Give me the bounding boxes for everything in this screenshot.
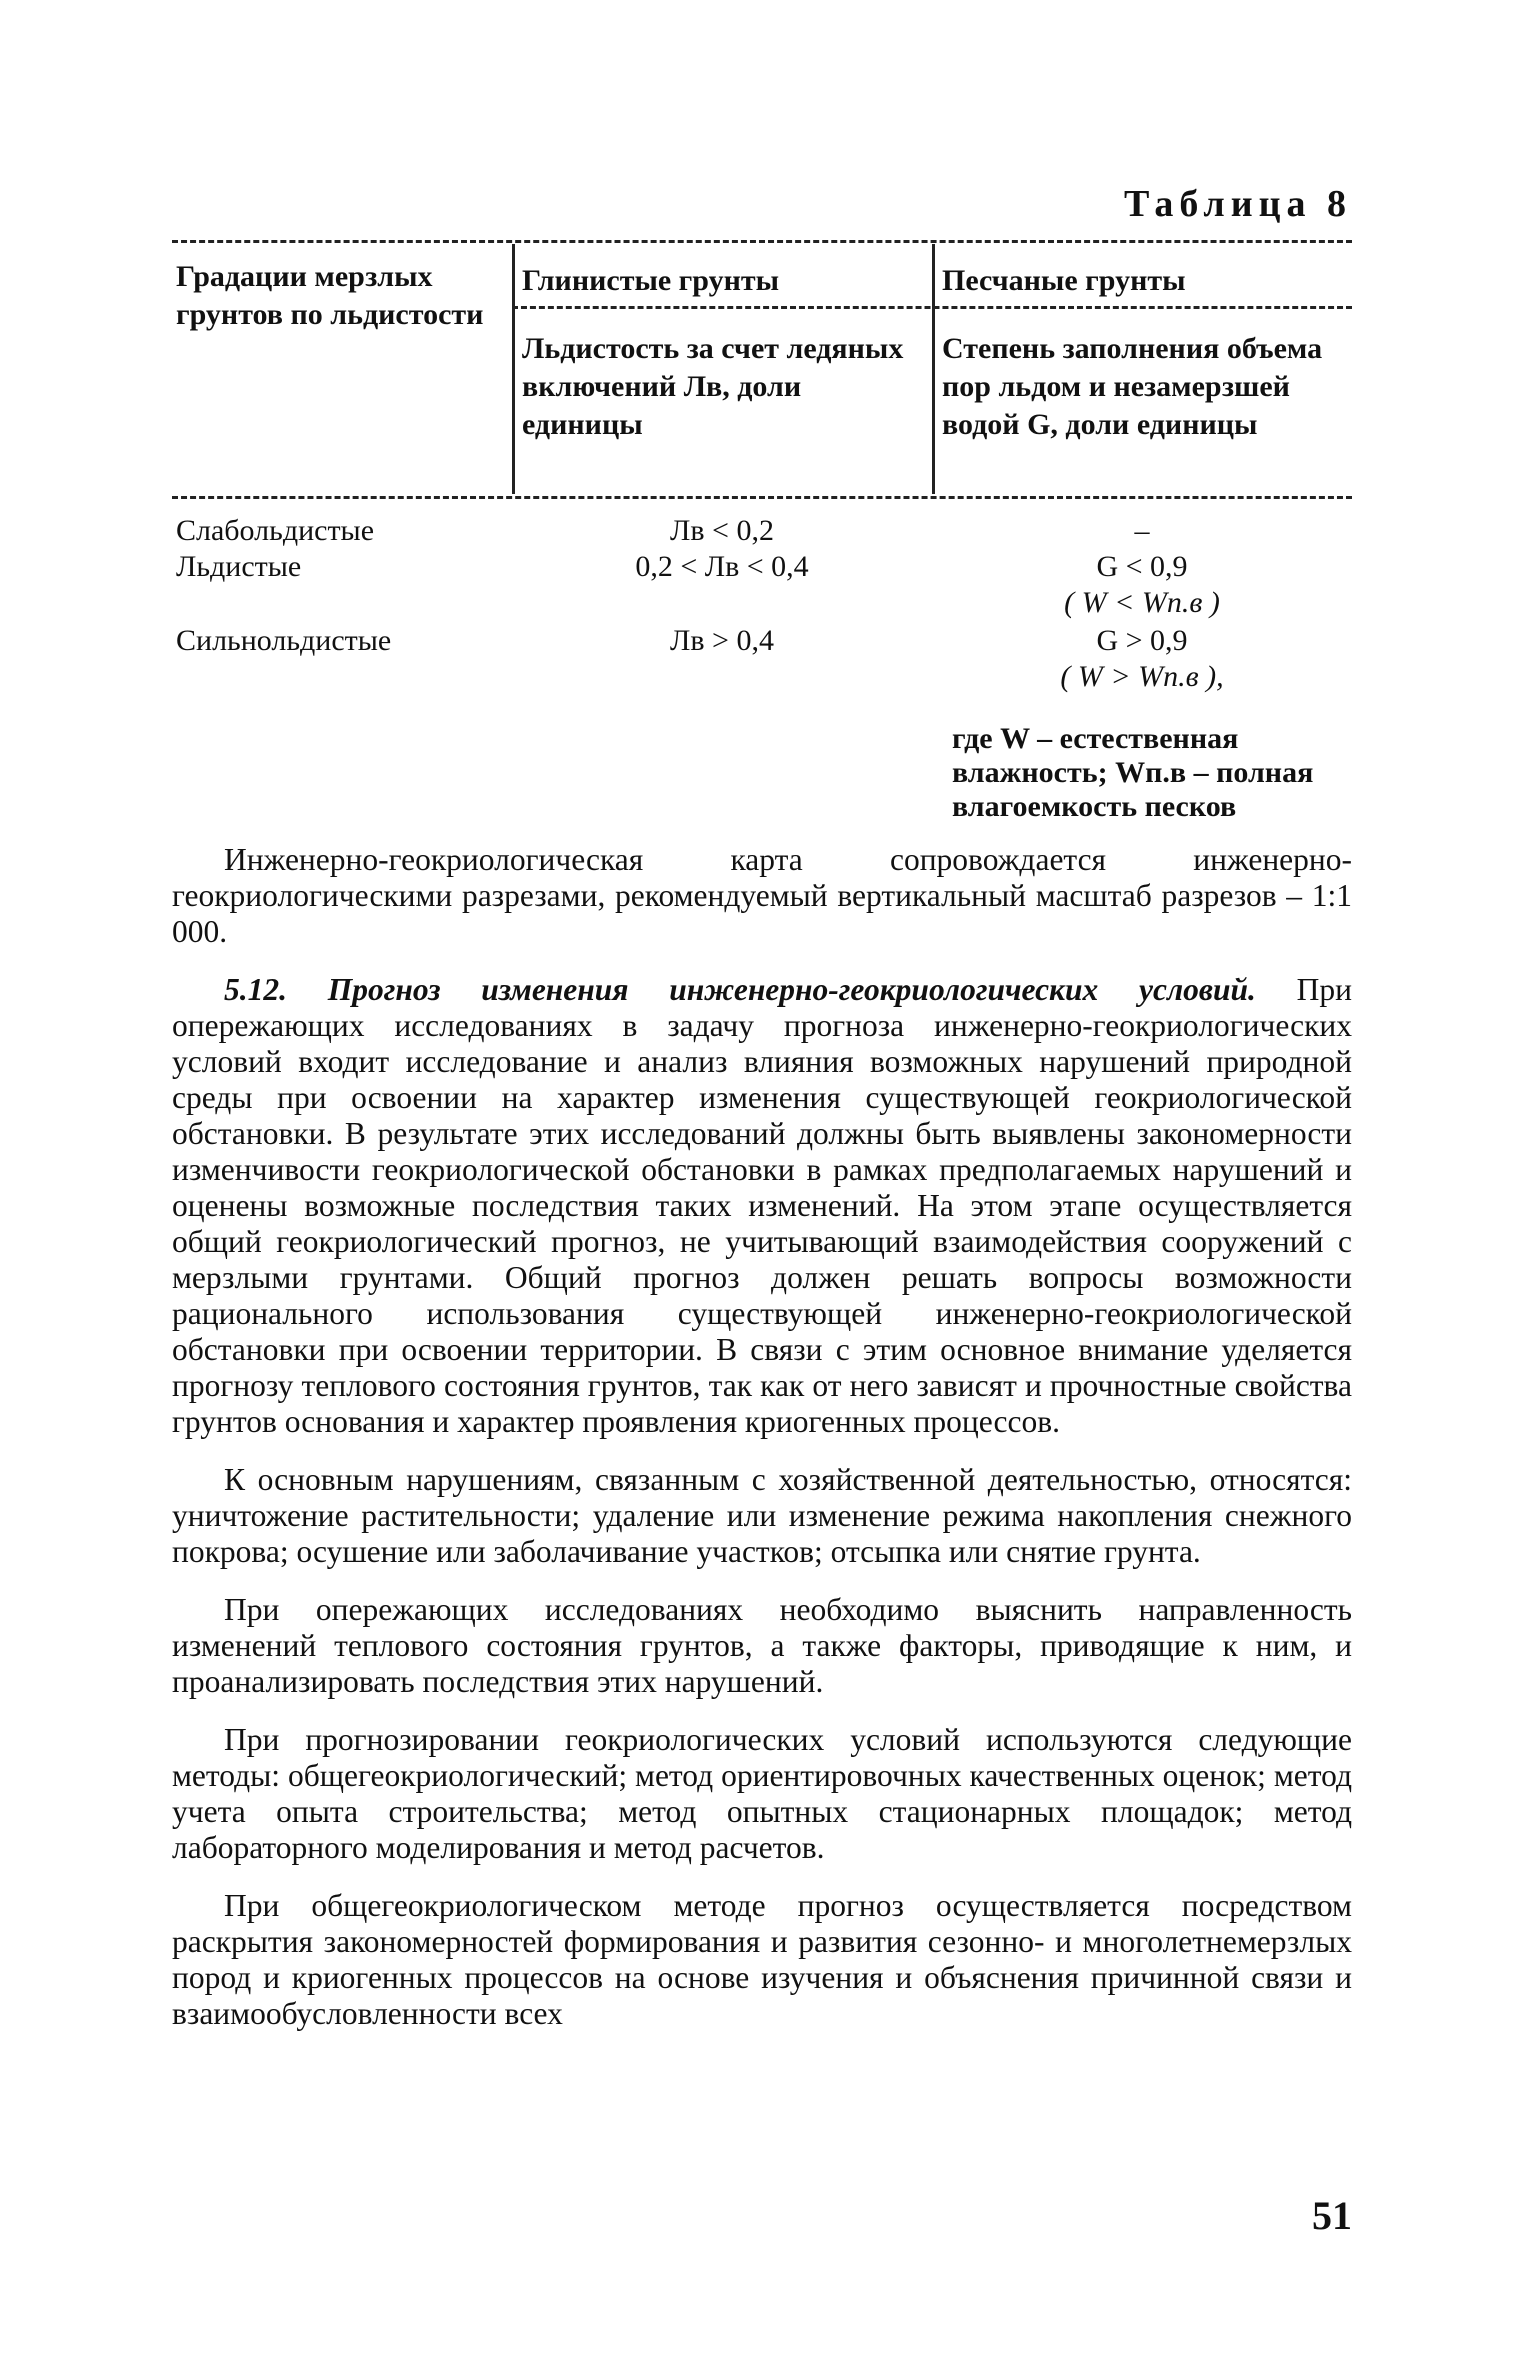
- paragraph-1: Инженерно-геокриологическая карта сопровождается инженерно-геокриологическими разрезами, рекомендуемый вертикальный масштаб разрезов – 1:1 000.: [172, 842, 1352, 949]
- table-vline-2: [932, 244, 935, 494]
- section-5-12-title: 5.12. Прогноз изменения инженерно-геокриологических условий.: [224, 972, 1256, 1007]
- header-clay-ice: Льдистость за счет ледяных включений Лв, доли единицы: [522, 332, 904, 441]
- header-sand-group: Песчаные грунты: [942, 264, 1186, 297]
- header-sand-fill: Степень заполнения объема пор льдом и незамерзшей водой G, доли единицы: [942, 332, 1323, 441]
- row-sand-2-note: ( W < Wп.в ): [1064, 586, 1220, 619]
- paragraph-2-text: При опережающих исследованиях в задачу прогноза инженерно-геокриологических условий входит исследование и анализ влияния возможных нарушений природной среды при освоении на характер изменения существующей геокриологической обстановки. В результате этих исследований должны быть выявлены закономерности изменчивости геокриологической обстановки в рамках предполагаемых нарушений и оценены возможные последствия таких изменений. На этом этапе осуществляется общий геокриологический прогноз, не учитывающий взаимодействия сооружений с мерзлыми грунтами. Общий прогноз должен решать вопросы возможности рационального использования существующей инженерно-геокриологической обстановки при освоении территории. В связи с этим основное внимание уделяется прогнозу теплового состояния грунтов, так как от него зависят и прочностные свойства грунтов основания и характер проявления криогенных процессов.: [172, 972, 1352, 1439]
- header-grades: Градации мерзлых грунтов по льдистости: [176, 260, 484, 331]
- table-header-bottom-rule: [172, 496, 1352, 499]
- page-number: 51: [1312, 2193, 1352, 2238]
- row-clay-3: Лв > 0,4: [670, 624, 774, 657]
- row-sand-3-note: ( W > Wп.в ),: [1060, 660, 1224, 693]
- paragraph-5: При прогнозировании геокриологических условий используются следующие методы: общегеокриологический; метод ориентировочных качественных оценок; метод учета опыта строительства; метод опытных стационарных площадок; метод лабораторного моделирования и метод расчетов.: [172, 1722, 1352, 1865]
- row-sand-2: G < 0,9: [1096, 550, 1188, 583]
- table-vline-1: [512, 244, 515, 494]
- paragraph-6: При общегеокриологическом методе прогноз осуществляется посредством раскрытия закономерностей формирования и развития сезонно- и многолетнемерзлых пород и криогенных процессов на основе изучения и объяснения причинной связи и взаимообусловленности всех: [172, 1888, 1352, 2031]
- document-page: [172, 0, 1352, 2363]
- row-grade-1: Слабольдистые: [176, 514, 375, 547]
- table-caption: Таблица 8: [1123, 183, 1352, 225]
- row-sand-1: –: [1134, 514, 1150, 547]
- table-footnote: где W – естественная влажность; Wп.в – полная влагоемкость песков: [952, 722, 1314, 823]
- row-clay-2: 0,2 < Лв < 0,4: [635, 550, 809, 583]
- paragraph-2: [172, 972, 1352, 1440]
- row-clay-1: Лв < 0,2: [670, 514, 774, 547]
- table-top-rule: [172, 240, 1352, 243]
- header-clay-group: Глинистые грунты: [522, 264, 780, 297]
- paragraph-3: К основным нарушениям, связанным с хозяйственной деятельностью, относятся: уничтожение растительности; удаление или изменение режима накопления снежного покрова; осушение или заболачивание участков; отсыпка или снятие грунта.: [172, 1462, 1352, 1569]
- row-grade-2: Льдистые: [176, 550, 302, 583]
- body-text: [172, 842, 1352, 2032]
- row-sand-3: G > 0,9: [1096, 624, 1188, 657]
- row-grade-3: Сильнольдистые: [176, 624, 392, 657]
- paragraph-4: При опережающих исследованиях необходимо выяснить направленность изменений теплового состояния грунтов, а также факторы, приводящие к ним, и проанализировать последствия этих нарушений.: [172, 1592, 1352, 1699]
